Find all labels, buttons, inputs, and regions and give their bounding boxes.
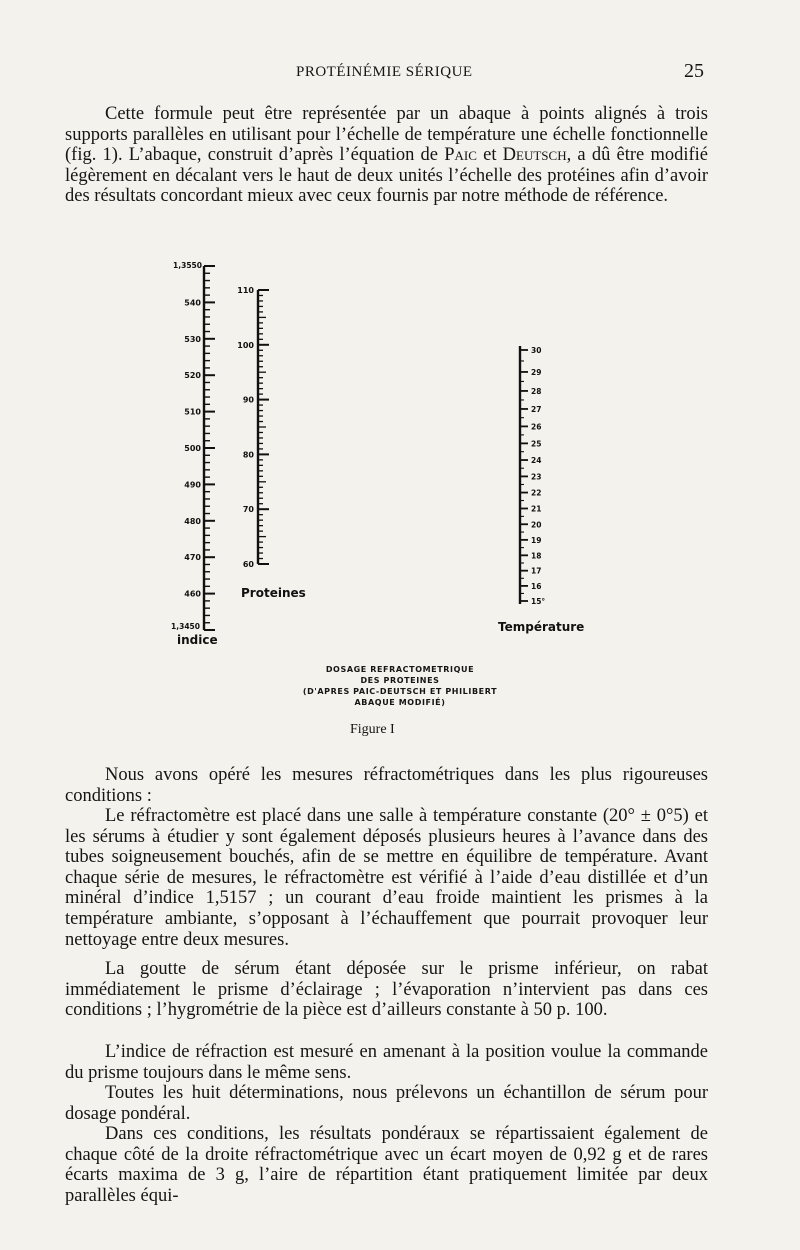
figure-legend bbox=[300, 664, 500, 708]
body-paragraph-5: Toutes les huit déterminations, nous prélevons un échantillon de sérum pour dosage pondéral. bbox=[65, 1083, 708, 1124]
intro-text-1: Cette formule peut être représentée par un abaque à points alignés à trois supports parallèles en utilisant pour l’échelle de température une échelle fonctionnelle (fig. 1). L’abaque, construit d’après l’équation de bbox=[65, 104, 708, 166]
indice-bottom-label: 1,3450 bbox=[171, 622, 200, 631]
legend-line-4: ABAQUE MODIFIÉ) bbox=[354, 698, 446, 707]
proteines-tick-label: 110 bbox=[237, 286, 254, 295]
author-paic: Paic bbox=[444, 145, 477, 166]
intro-paragraph bbox=[65, 104, 708, 207]
legend-line-3: (D'APRES PAIC-DEUTSCH ET PHILIBERT bbox=[302, 687, 498, 696]
temperature-tick-label: 16 bbox=[531, 581, 542, 591]
proteines-tick-label: 90 bbox=[242, 395, 254, 405]
temperature-tick-label: 22 bbox=[531, 488, 542, 498]
indice-tick-label: 530 bbox=[184, 334, 201, 344]
temperature-tick-label: 29 bbox=[531, 367, 542, 377]
temperature-tick-label: 20 bbox=[531, 520, 542, 530]
temperature-tick-label: 30 bbox=[531, 346, 542, 355]
indice-tick-label: 540 bbox=[184, 298, 201, 308]
intro-text-2: , a dû être modifié légèrement en décalant vers le haut de deux unités l’échelle des protéines afin d’avoir des résultats concordant mieux avec ceux fournis par notre méthode de référence. bbox=[65, 145, 709, 207]
temperature-tick-label: 26 bbox=[531, 422, 542, 432]
body-paragraph-6: Dans ces conditions, les résultats pondéraux se répartissaient également de chaque côté de la droite réfractométrique avec un écart moyen de 0,92 g et de rares écarts maxima de 3 g, l’aire de répartition étant pratiquement limitée par deux parallèles équi- bbox=[65, 1124, 708, 1206]
proteines-tick-label: 80 bbox=[242, 450, 254, 460]
author-deutsch: Deutsch bbox=[502, 145, 567, 166]
indice-top-label: 1,3550 bbox=[173, 261, 202, 270]
proteines-tick-label: 100 bbox=[237, 340, 254, 350]
indice-axis-label: indice bbox=[177, 633, 218, 647]
intro-text-and: et bbox=[476, 145, 503, 166]
body-paragraph-3: La goutte de sérum étant déposée sur le prisme inférieur, on rabat immédiatement le prisme d’éclairage ; l’évaporation n’intervient pas dans ces conditions ; l’hygrométrie de la pièce est d’ailleurs constante à 50 p. 100. bbox=[65, 959, 708, 1021]
indice-tick-label: 490 bbox=[184, 480, 201, 490]
indice-tick-label: 520 bbox=[184, 371, 201, 381]
temperature-tick-label: 28 bbox=[531, 386, 542, 396]
indice-scale bbox=[171, 261, 218, 647]
indice-tick-label: 500 bbox=[184, 444, 201, 453]
body-paragraph-1: Nous avons opéré les mesures réfractométriques dans les plus rigoureuses conditions : bbox=[65, 765, 708, 806]
indice-tick-label: 460 bbox=[184, 589, 201, 599]
running-head bbox=[0, 60, 800, 88]
indice-tick-label: 480 bbox=[184, 516, 201, 526]
body-paragraph-2: Le réfractomètre est placé dans une salle à température constante (20° ± 0°5) et les sérums à étudier y sont également déposés plusieurs heures à l’avance dans des tubes soigneusement bouchés, afin de se mettre en équilibre de température. Avant chaque série de mesures, le réfractomètre est vérifié à l’aide d’eau distillée et d’un minéral d’indice 1,5157 ; un courant d’eau froide maintient les prismes à la température ambiante, s’opposant à l’échauffement que pourrait provoquer leur nettoyage entre deux mesures. bbox=[65, 806, 708, 950]
temperature-tick-label: 18 bbox=[531, 551, 542, 561]
temperature-tick-label: 21 bbox=[531, 504, 542, 514]
temperature-tick-label: 15° bbox=[531, 597, 546, 606]
temperature-tick-label: 23 bbox=[531, 472, 542, 482]
temperature-tick-label: 19 bbox=[531, 535, 542, 545]
legend-line-1: DOSAGE REFRACTOMETRIQUE bbox=[325, 665, 475, 674]
legend-line-2: DES PROTEINES bbox=[360, 676, 440, 685]
proteines-scale bbox=[237, 286, 305, 600]
indice-tick-label: 510 bbox=[184, 407, 201, 417]
temperature-tick-label: 25 bbox=[531, 439, 542, 449]
running-title: PROTÉINÉMIE SÉRIQUE bbox=[296, 64, 473, 80]
temperature-scale bbox=[498, 346, 584, 634]
proteines-tick-label: 60 bbox=[242, 560, 254, 569]
temperature-tick-label: 17 bbox=[531, 566, 542, 576]
indice-tick-label: 470 bbox=[184, 553, 201, 563]
figure-caption: Figure I bbox=[350, 722, 395, 737]
proteines-tick-label: 70 bbox=[242, 505, 254, 515]
temperature-axis-label: Température bbox=[498, 620, 585, 634]
proteines-axis-label: Proteines bbox=[241, 586, 306, 600]
temperature-tick-label: 27 bbox=[531, 404, 542, 414]
body-paragraph-4: L’indice de réfraction est mesuré en amenant à la position voulue la commande du prisme toujours dans le même sens. bbox=[65, 1042, 708, 1083]
temperature-tick-label: 24 bbox=[531, 456, 542, 466]
page-number: 25 bbox=[684, 60, 704, 82]
